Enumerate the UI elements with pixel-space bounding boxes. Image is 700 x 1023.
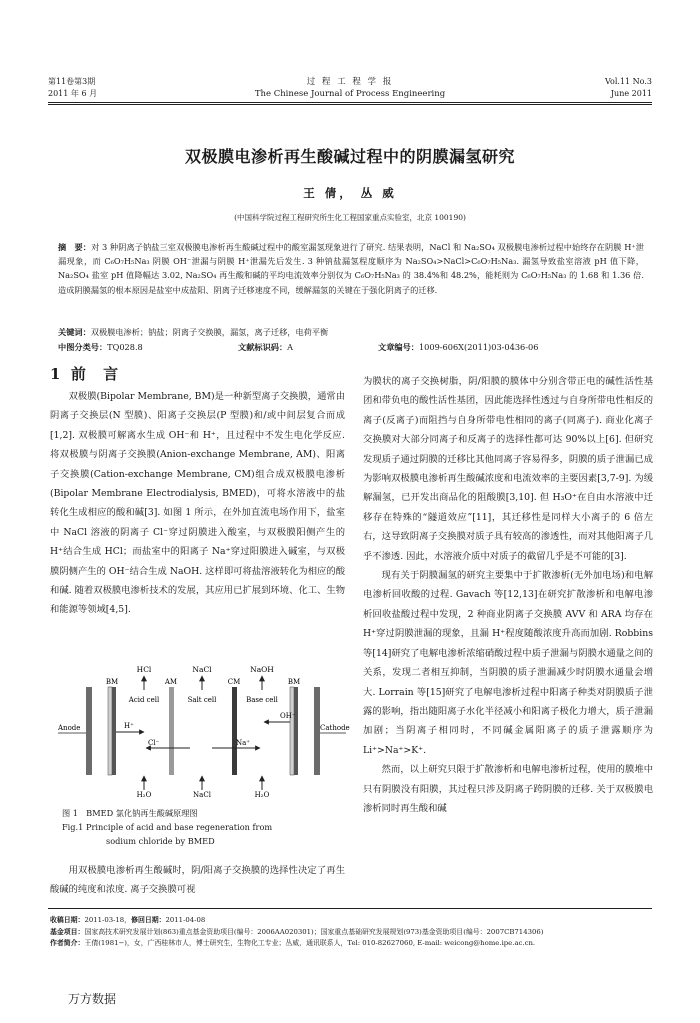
author-label: 作者简介： — [50, 939, 85, 947]
bipolar-membrane-1-a — [108, 687, 112, 775]
keywords-label: 关键词： — [58, 327, 91, 337]
cell-base: Base cell — [246, 696, 278, 704]
bipolar-membrane-2-a — [290, 687, 294, 775]
header-rule — [48, 102, 652, 103]
header-right — [605, 76, 652, 100]
membrane-label-am: AM — [164, 678, 178, 686]
paragraph: 双极膜(Bipolar Membrane, BM)是一种新型离子交换膜，通常由阴离子交换层(N 型膜)、阳离子交换层(P 型膜)和/或中间层复合而成[1,2]. 双极膜可解离水生成 OH⁻和 H⁺，且过程中不发生电化学反应. 将双极膜与阴离子交换膜(Anion-exchange Membrane, AM)、阳离子交换膜(Cation-exchange Membrane, CM)组合成双极膜电渗析(Bipolar Membrane Electrodialysis, BMED)，可将水溶液中的盐转化生成相应的酸和碱[3]. 如图 1 所示，在外加直流电场作用下，盐室中 NaCl 溶液的阴离子 Cl⁻穿过阴膜进入酸室，与双极膜阳侧产生的 H⁺结合生成 HCl；而盐室中的阳离子 Na⁺穿过阳膜进入碱室，与双极膜阴侧产生的 OH⁻结合生成 NaOH. 这样即可将盐溶液转化为相应的酸和碱. 随着双极膜电渗析技术的发展，其应用已扩展到环境、化工、生物和能源等领域[4,5]. — [50, 391, 345, 616]
cathode-label: Cathode — [320, 724, 350, 732]
watermark-text: 万方数据 — [68, 992, 117, 1006]
top-label-naoh: NaOH — [250, 665, 274, 674]
class-value: TQ028.8 — [107, 342, 143, 352]
journal-name-en: The Chinese Journal of Process Engineering — [254, 89, 446, 99]
article-title: 双极膜电渗析再生酸碱过程中的阴膜漏氢研究 — [184, 147, 515, 166]
ion-cl: Cl⁻ — [148, 739, 160, 747]
journal-date: 2011 年 6 月 — [48, 89, 98, 98]
revised-date: 2011-04-08 — [165, 916, 206, 924]
header-rule-2 — [48, 104, 652, 105]
doccode-value: A — [287, 342, 294, 352]
footnote — [50, 915, 656, 950]
paragraph: 用双极膜电渗析再生酸碱时，阴/阳离子交换膜的选择性决定了再生酸碱的纯度和浓度. 离子交换膜可视 — [50, 865, 345, 896]
ion-na: Na⁺ — [236, 739, 250, 747]
bottom-label-nacl: NaCl — [193, 791, 211, 799]
header-left — [48, 76, 97, 100]
header-center — [200, 76, 500, 100]
figure-bmed-diagram — [56, 662, 350, 799]
top-label-hcl: HCl — [136, 665, 152, 674]
footnote-rule — [48, 908, 652, 909]
anode-label: Anode — [58, 724, 81, 732]
abstract-label: 摘 要： — [58, 242, 92, 252]
journal-volume: 第11卷第3期 — [48, 77, 96, 86]
section-number: 1 — [50, 365, 61, 383]
column-left-top — [50, 387, 345, 620]
keywords — [58, 325, 644, 339]
anion-membrane — [169, 687, 174, 775]
section-title: 前 言 — [70, 365, 125, 383]
article-authors: 王 倩， 丛 威 — [303, 186, 397, 200]
caption-en-1: Fig.1 Principle of acid and base regeneration from — [62, 822, 273, 832]
membrane-label-bm2: BM — [287, 678, 301, 686]
abstract — [58, 240, 644, 297]
bipolar-membrane-1-b — [112, 687, 116, 775]
caption-en-2: sodium chloride by BMED — [106, 836, 215, 846]
journal-name-cn: 过 程 工 程 学 报 — [306, 77, 394, 87]
caption-cn: 图 1 BMED 氯化钠再生酸碱原理图 — [62, 808, 198, 818]
class-label: 中图分类号： — [58, 342, 108, 352]
received-label: 收稿日期： — [50, 916, 85, 924]
cell-acid: Acid cell — [128, 696, 160, 704]
abstract-text: 对 3 种阴离子钠盐三室双极膜电渗析再生酸碱过程中的酸室漏氢现象进行了研究. 结果表明，NaCl 和 Na₂SO₄ 双极膜电渗析过程中始终存在阴膜 H⁺泄漏现象，而 C₆O₇H₅Na₃ 阴膜 OH⁻泄漏与阴膜 H⁺泄漏先后发生. 3 种钠盐漏氢程度顺序为 Na₂SO₄>NaCl>C₆O₇H₅Na₃. 漏氢导致盐室溶液 pH 值下降，Na₂SO₄ 盐室 pH 值降幅达 3.02, Na₂SO₄ 再生酸和碱的平均电流效率分别仅为 C₆O₇H₅Na₃ 的 38.4%和 48.2%，能耗则为 C₆O₇H₅Na₃ 的 1.68 和 1.36 倍. 造成阴膜漏氢的根本原因是盐室中成盐阳、阴离子迁移速度不同，缓解漏氢的关键在于强化阴离子的迁移. — [58, 242, 644, 295]
paragraph: 现有关于阴膜漏氢的研究主要集中于扩散渗析(无外加电场)和电解电渗析回收酸的过程. Gavach 等[12,13]在研究扩散渗析和电解电渗析回收盐酸过程中发现，2 种商业阴离子交换膜 AVV 和 ARA 均存在 H⁺穿过阴膜泄漏的现象，且漏 H⁺程度随酸浓度升高而加剧. Robbins 等[14]研究了电解电渗析浓缩硝酸过程中质子泄漏与阴膜水通量之间的关系，发现二者相互抑制，当阴膜的质子泄漏减少时阴膜水通量会增大. Lorrain 等[15]研究了电解电渗析过程中阳离子种类对阴膜质子泄露的影响，指出随阳离子水化半径减小和阳离子极化力增大，质子泄漏加剧；当阴离子相同时，不同碱金属阳离子的质子泄露顺序为 Li⁺>Na⁺>K⁺. — [363, 570, 653, 756]
received-date: 2011-03-18， — [84, 916, 132, 924]
paragraph: 为膜状的离子交换树脂，阴/阳膜的膜体中分别含带正电的碱性活性基团和带负电的酸性活性基团，因此能选择性透过与自身所带电性相反的离子(反离子)而阻挡与自身所带电性相同的离子(同离子). 商业化离子交换膜对大部分同离子和反离子的选择性都可达 90%以上[6]. 但研究发现质子通过阴膜的迁移比其他同离子容易得多，阴膜的质子泄漏已成为影响双极膜电渗析再生酸碱浓度和电流效率的主要因素[3,7-9]. 为缓解漏氢，已开发出商品化的阻酸膜[3,10]. 但 H₃O⁺在自由水溶液中迁移存在特殊的“隧道效应”[11]，其迁移性是同样大小离子的 6 倍左右，这导致阴离子交换膜对质子具有较高的渗透性，而对其他阳离子几乎不渗透. 因此，水溶液介质中对质子的截留几乎是不可能的[3]. — [363, 376, 653, 562]
cell-salt: Salt cell — [187, 696, 217, 704]
anode-plate — [86, 687, 92, 775]
membrane-label-cm: CM — [227, 678, 241, 686]
column-left-bottom — [50, 861, 345, 900]
top-label-nacl: NaCl — [192, 665, 212, 674]
column-right — [363, 372, 653, 818]
keywords-text: 双极膜电渗析；钠盐；阴离子交换膜，漏氢，离子迁移，电荷平衡 — [90, 327, 329, 337]
journal-date-en: June 2011 — [610, 89, 652, 98]
bipolar-membrane-2-b — [294, 687, 298, 775]
doccode-label: 文献标识码： — [238, 342, 288, 352]
paragraph: 然而，以上研究只限于扩散渗析和电解电渗析过程，使用的膜堆中只有阴膜没有阳膜，其过程只涉及阴离子跨阴膜的迁移. 关于双极膜电渗析同时再生酸和碱 — [363, 764, 653, 814]
revised-label: 修回日期： — [131, 916, 166, 924]
fund-text: 国家高技术研究发展计划(863)重点基金资助项目(编号：2006AA020301)；国家重点基础研究发展规划(973)基金资助项目(编号：2007CB714306) — [84, 927, 544, 936]
section-heading — [50, 363, 124, 384]
article-affiliation: (中国科学院过程工程研究所生化工程国家重点实验室，北京 100190) — [234, 213, 466, 222]
bottom-label-h2o-1: H₂O — [136, 791, 152, 799]
ion-oh: OH⁻ — [280, 712, 296, 720]
fund-label: 基金项目： — [50, 927, 85, 936]
articleno-label: 文章编号： — [378, 342, 419, 352]
article-meta — [58, 340, 658, 354]
ion-h: H⁺ — [124, 722, 134, 730]
bottom-label-h2o-2: H₂O — [254, 791, 270, 799]
articleno-value: 1009-606X(2011)03-0436-06 — [418, 342, 539, 352]
cation-membrane — [232, 687, 237, 775]
membrane-label-bm1: BM — [105, 678, 119, 686]
journal-volume-en: Vol.11 No.3 — [605, 77, 652, 86]
author-text: 王倩(1981−)，女，广西桂林市人，博士研究生，生物化工专业；丛威，通讯联系人，Tel: 010-82627060, E-mail: weicong@home.ipe.ac.cn. — [84, 939, 536, 947]
figure-caption — [62, 806, 342, 848]
